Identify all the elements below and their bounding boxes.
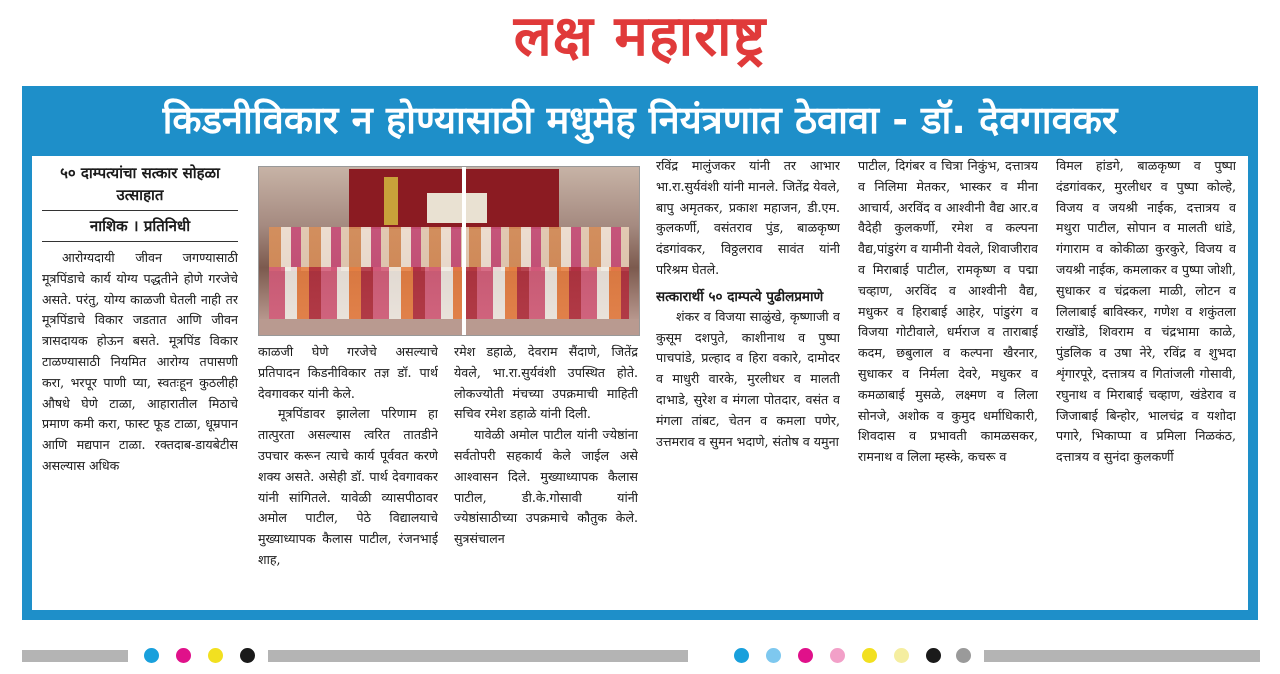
- paragraph: रविंद्र मालुंजकर यांनी तर आभार भा.रा.सुर्यवंशी यांनी मानले. जितेंद्र येवले, बापु अमृतकर, प्रकाश महाजन, डी.एम. कुलकर्णी, वसंतराव पुंड, बाळकृष्ण दंडगांवकर, विठ्ठलराव सावंत यांनी परिश्रम घेतले.: [656, 158, 840, 277]
- paragraph: यावेळी अमोल पाटील यांनी ज्येष्ठांना सर्वतोपरी सहकार्य केले जाईल असे आश्वासन दिले. मुख्याध्यापक कैलास पाटील, डी.के.गोसावी यांनी ज्येष्ठांसाठीच्या उपक्रमाचे कौतुक केले. सुत्रसंचालन: [454, 427, 638, 547]
- column-4: [656, 156, 840, 610]
- gray-strip: [22, 650, 128, 662]
- byline: नाशिक । प्रतिनिधी: [42, 211, 238, 242]
- lamp-icon: [384, 177, 398, 225]
- column-1: [42, 156, 238, 610]
- gray-strip: [268, 650, 688, 662]
- registration-dot: [240, 648, 255, 663]
- registration-dot: [894, 648, 909, 663]
- registration-dot: [176, 648, 191, 663]
- registration-dot: [798, 648, 813, 663]
- headline: किडनीविकार न होण्यासाठी मधुमेह नियंत्रणात ठेवावा - डॉ. देवगावकर: [162, 98, 1118, 142]
- photo-divider: [462, 167, 466, 335]
- registration-bar: [0, 646, 1280, 664]
- registration-dot: [734, 648, 749, 663]
- column-6: [1056, 156, 1236, 610]
- column-3: [454, 342, 638, 610]
- gray-strip: [984, 650, 1260, 662]
- registration-dot: [862, 648, 877, 663]
- people-front-row: [269, 267, 629, 323]
- column-2: [258, 342, 438, 610]
- paragraph: काळजी घेणे गरजेचे असल्याचे प्रतिपादन किडनीविकार तज्ञ डॉ. पार्थ देवगावकर यांनी केले.: [258, 344, 438, 401]
- paragraph: आरोग्यदायी जीवन जगण्यासाठी मूत्रपिंडाचे कार्य योग्य पद्धतीने होणे गरजेचे असते. परंतु, योग्य काळजी घेतली नाही तर मूत्रपिंडाचे विकार जडतात आणि जीवन त्रासदायक होऊन बसते. मूत्रपिंड विकार टाळण्यासाठी नियमित आरोग्य तपासणी करा, भरपूर पाणी प्या, स्वतःहून कुठलीही औषधे घेणे टाळा, आहारातील मिठाचे प्रमाण कमी करा, फास्ट फूड टाळा, धूम्रपान आणि मद्यपान टाळा. रक्तदाब-डायबेटीस असल्यास अधिक: [42, 250, 238, 473]
- column-5: [858, 156, 1038, 610]
- newspaper-title: लक्ष महाराष्ट्र: [513, 3, 767, 69]
- event-photo: [258, 166, 640, 336]
- banner: [427, 193, 487, 223]
- subhead: सत्कारार्थी ५० दाम्पत्ये पुढीलप्रमाणे: [656, 288, 824, 305]
- paragraph: विमल हांडगे, बाळकृष्ण व पुष्पा दंडगांवकर, मुरलीधर व पुष्पा कोल्हे, विजय व जयश्री नाईक, दत्तात्रय व मथुरा पाटील, सोपान व मालती धांडे, गंगाराम व कोकीळा कुरकुरे, विजय व जयश्री नाईक, कमलाकर व पुष्पा जोशी, सुधाकर व चंद्रकला माळी, लोटन व लिलाबाई बाविस्कर, गणेश व शकुंतला राखोंडे, शिवराम व चंद्रभामा काळे, पुंडलिक व उषा नेरे, रविंद्र व शुभदा शृंगारपूरे, दत्तात्रय व गितांजली गोसावी, रघुनाथ व मिराबाई चव्हाण, खंडेराव व जिजाबाई बिन्होर, भालचंद्र व यशोदा पगारे, भिकाप्पा व प्रमिला निळकंठ, दत्तात्रय व सुनंदा कुलकर्णी: [1056, 158, 1236, 465]
- paragraph: मूत्रपिंडावर झालेला परिणाम हा तात्पुरता असल्यास त्वरित तातडीने उपचार करून त्याचे कार्य पूर्ववत करणे शक्य असते. असेही डॉ. पार्थ देवगावकर यांनी सांगितले. यावेळी व्यासपीठावर अमोल पाटील, पेठे विद्यालयाचे मुख्याध्यापक कैलास पाटील, रंजनभाई शाह,: [258, 406, 438, 567]
- registration-dot: [956, 648, 971, 663]
- sidebar-title: ५० दाम्पत्यांचा सत्कार सोहळा उत्साहात: [42, 156, 238, 211]
- article-frame: [22, 86, 1258, 620]
- floor: [259, 319, 639, 335]
- registration-dot: [926, 648, 941, 663]
- registration-dot: [830, 648, 845, 663]
- people-back-row: [269, 227, 629, 271]
- paragraph: पाटील, दिगंबर व चित्रा निकुंभ, दत्तात्रय व निलिमा मेतकर, भास्कर व मीना आचार्य, अरविंद व आश्वीनी वैद्य आर.व वैदेही कुलकर्णी, रमेश व कल्पना वैद्य,पांडुरंग व यामीनी येवले, शिवाजीराव व मिराबाई पाटील, रामकृष्ण व पद्मा चव्हाण, अरविंद व आश्वीनी वैद्य, मधुकर व हिराबाई आहेर, पांडुरंग व विजया गोटीवाले, धर्मराज व ताराबाई कदम, छबुलाल व कल्पना खैरनार, सुधाकर व निर्मला देवरे, मधुकर व कमळाबाई मुसळे, लक्ष्मण व लिला सोनजे, अशोक व कुमुद धर्माधिकारी, शिवदास व प्रभावती कामळसकर, रामनाथ व लिला म्हस्के, कचरू व: [858, 158, 1038, 465]
- article-body: [32, 156, 1248, 610]
- paragraph: शंकर व विजया साळुंखे, कृष्णाजी व कुसूम दशपुते, काशीनाथ व पुष्पा पाचपांडे, प्रल्हाद व हिरा वकारे, दामोदर व माधुरी वारके, मुरलीधर व मालती दाभाडे, सुरेश व मंगला पोतदार, वसंत व मंगला तांबट, चेतन व कमला पणेर, उत्तमराव व सुमन भदाणे, संतोष व यमुना: [656, 308, 840, 449]
- registration-dot: [766, 648, 781, 663]
- paragraph: रमेश डहाळे, देवराम सैंदाणे, जितेंद्र येवले, भा.रा.सुर्यवंशी उपस्थित होते. लोकज्योती मंचच्या उपक्रमाची माहिती सचिव रमेश डहाळे यांनी दिली.: [454, 344, 638, 422]
- masthead: [0, 0, 1280, 72]
- registration-dot: [144, 648, 159, 663]
- registration-dot: [208, 648, 223, 663]
